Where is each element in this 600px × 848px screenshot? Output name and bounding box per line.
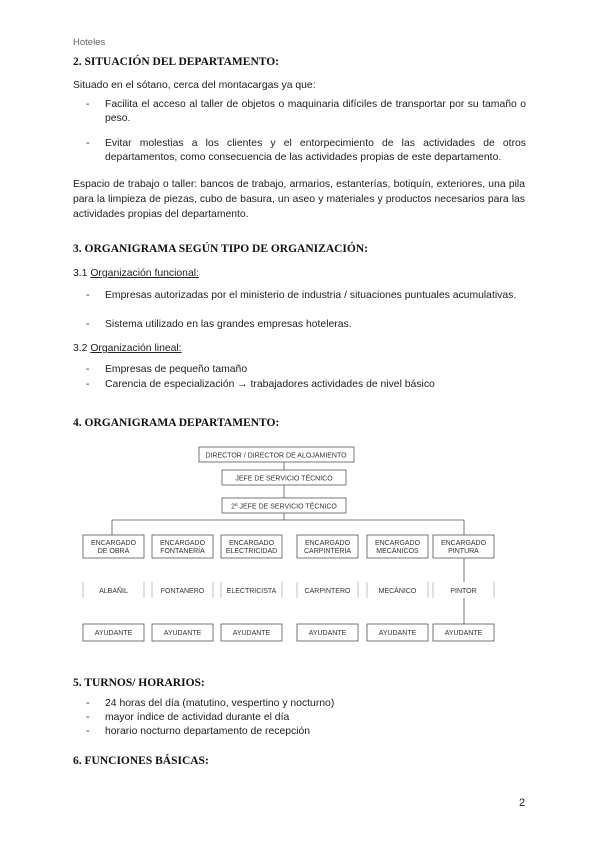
list-item [86, 697, 526, 711]
encargado-label: ENCARGADO [90, 540, 137, 547]
bullet-dash: - [86, 712, 90, 723]
list-item-text: Carencia de especialización → trabajadores actividades de nivel básico [105, 379, 435, 390]
ayudante-label: AYUDANTE [308, 630, 347, 637]
page-number: 2 [519, 797, 526, 809]
subsection-number: 3.2 [73, 343, 88, 354]
encargado-label: ENCARGADO [159, 540, 206, 547]
section-6-heading: 6. FUNCIONES BÁSICAS: [73, 755, 209, 767]
worker-label: PINTOR [450, 588, 477, 595]
bullet-dash: - [86, 319, 90, 330]
list-item [86, 711, 526, 725]
bullet-dash: - [86, 290, 90, 301]
encargado-label: ENCARGADO [228, 540, 275, 547]
subsection-title: Organización lineal: [90, 343, 182, 354]
subsection-number: 3.1 [73, 268, 88, 279]
encargado-label: ENCARGADO [440, 540, 487, 547]
encargado-label: ENCARGADO [304, 540, 351, 547]
section-5-heading: 5. TURNOS/ HORARIOS: [73, 677, 205, 689]
section-2-intro: Situado en el sótano, cerca del montacargas ya que: [73, 80, 316, 91]
section-3-heading: 3. ORGANIGRAMA SEGÚN TIPO DE ORGANIZACIÓN: [73, 243, 368, 255]
ayudante-label: AYUDANTE [444, 630, 483, 637]
worker-label: CARPINTERO [304, 588, 351, 595]
worker-label: ELECTRICISTA [226, 588, 277, 595]
bullet-dash: - [86, 726, 90, 737]
list-item-text: Sistema utilizado en las grandes empresas hoteleras. [105, 319, 352, 330]
list-item-text: Evitar molestias a los clientes y el entorpecimiento de las actividades de otros departamentos, como consecuencia de las actividades propias de este departamento. [105, 138, 526, 163]
segundo-jefe-label: 2º JEFE DE SERVICIO TÉCNICO [231, 503, 337, 511]
jefe-label: JEFE DE SERVICIO TÉCNICO [235, 475, 333, 483]
list-item-text: Empresas de pequeño tamaño [105, 364, 248, 375]
list-item-text: Empresas autorizadas por el ministerio de industria / situaciones puntuales acumulativas. [105, 290, 517, 301]
encargado-label: PINTURA [448, 548, 479, 555]
ayudante-label: AYUDANTE [378, 630, 417, 637]
worker-label: ALBAÑIL [99, 588, 128, 595]
worker-label: MECÁNICO [378, 588, 417, 595]
subsection-title: Organización funcional: [90, 268, 199, 279]
encargado-label: FONTANERÍA [160, 548, 205, 555]
section-4-heading: 4. ORGANIGRAMA DEPARTAMENTO: [73, 417, 280, 429]
list-item-text: 24 horas del día (matutino, vespertino y nocturno) [105, 698, 335, 709]
bullet-dash: - [86, 379, 90, 390]
section-2-heading: 2. SITUACIÓN DEL DEPARTAMENTO: [73, 56, 279, 68]
bullet-dash: - [86, 364, 90, 375]
encargado-label: ENCARGADO [374, 540, 421, 547]
org-branches [83, 535, 494, 641]
bullet-dash: - [86, 698, 90, 709]
encargado-label: MECÁNICOS [376, 548, 419, 555]
ayudante-label: AYUDANTE [163, 630, 202, 637]
list-item-text: horario nocturno departamento de recepción [105, 726, 311, 737]
encargado-label: ELECTRICIDAD [225, 548, 278, 555]
list-item-text: mayor índice de actividad durante el día [105, 712, 290, 723]
ayudante-label: AYUDANTE [232, 630, 271, 637]
director-label: DIRECTOR / DIRECTOR DE ALOJAMIENTO [205, 452, 347, 460]
bullet-dash: - [86, 138, 90, 149]
ayudante-label: AYUDANTE [94, 630, 133, 637]
worker-label: FONTANERO [160, 588, 205, 595]
encargado-label: DE OBRA [97, 548, 130, 555]
encargado-label: CARPINTERÍA [303, 548, 352, 555]
workspace-paragraph: Espacio de trabajo o taller: bancos de trabajo, armarios, estanterías, botiquín, exteriores, una pila para la limpieza de piezas, cubo de basura, un aseo y materiales y productos necesarios para las actividades propias del departamento. [73, 179, 525, 220]
list-item-text: Facilita el acceso al taller de objetos o maquinaria difíciles de transportar por su tamaño o peso. [105, 99, 526, 124]
bullet-dash: - [86, 99, 90, 110]
list-item [86, 725, 526, 739]
running-header: Hoteles [73, 37, 106, 48]
